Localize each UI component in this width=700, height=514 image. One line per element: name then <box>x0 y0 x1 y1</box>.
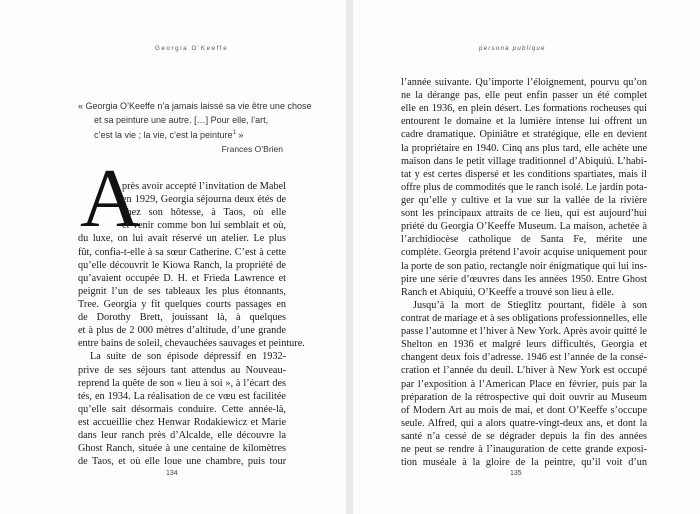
text-line: prive de ses séjours tant attendus au Nouveau- <box>78 364 286 376</box>
text-line: préparation de la rétrospective qui doit ouvrir au Museum <box>401 391 647 403</box>
text-line: complète. Georgia prétend l’avoir acquise uniquement pour <box>401 247 647 259</box>
text-line: tat y est certes dispersé et les conditions spartiates, mais il <box>401 168 647 180</box>
text-line: passe l’automne et l’hiver à New York. Après avoir quitté le <box>401 326 647 338</box>
text-line: santé n’a cessé de se dégrader depuis la fin des années <box>401 430 647 442</box>
text-line: tés, en 1934. La réalisation de ce vœu est facilitée <box>78 390 286 402</box>
text-line: changent deux fois d’adresse. 1946 est l’année de la consé- <box>401 352 647 364</box>
text-line: la propriétaire en 1940. Cinq ans plus tard, elle achète une <box>401 142 647 154</box>
right-body-text <box>401 76 647 469</box>
running-head-left: Georgia O’Keeffe <box>155 45 229 52</box>
text-line: ne peut se rendre à l’inauguration de cette grande exposi- <box>401 444 647 456</box>
text-line: et venir comme bon lui semblait et où, <box>122 220 286 232</box>
text-line: seule. Alfred, qui a alors quatre-vingt-deux ans, et dont la <box>401 417 647 429</box>
text-line: entre bains de soleil, chevauchées sauvages et peinture. <box>78 338 305 350</box>
text-line: of Modern Art au mois de mai, et dont O’Keeffe s’occupe <box>401 404 647 416</box>
text-line: entourent le domaine et la lumière intense lui offrent un <box>401 116 647 128</box>
text-line: contrat de mariage et à ses obligations professionnelles, elle <box>401 312 647 324</box>
text-line: peignit l’un de ses tableaux les plus étonnants, <box>78 285 286 297</box>
text-line: cration et l’année du deuil. L’hiver à New York est occupé <box>401 365 647 377</box>
text-line: fût, confia-t-elle à sa sœur Catherine. C’est à cette <box>78 246 286 258</box>
text-line: dans leur ranch près d’Alcalde, elle découvre la <box>78 430 286 442</box>
text-line: Ghost Ranch, située à une centaine de kilomètres <box>78 443 286 455</box>
text-line: sont les principaux attraits de ce lieu, qui est aujourd’hui <box>401 208 647 220</box>
text-line: de Dorothy Brett, jouissant là, à quelques <box>78 312 286 324</box>
epigraph-line-2: et sa peinture une autre. […] Pour elle, l’art, <box>94 114 269 125</box>
running-head-right: persona publique <box>479 45 546 52</box>
text-line: cadre dramatique. Opiniâtre et stratégique, elle en devient <box>401 129 647 141</box>
book-gutter <box>346 0 353 514</box>
epigraph-line-3: c’est la vie ; la vie, c’est la peinture$^1$ » <box>94 130 244 141</box>
epigraph-line-1: « Georgia O’Keeffe n’a jamais laissé sa vie être une chose <box>78 101 312 111</box>
text-line: reprend la quête de son « lieu à soi », à l’écart des <box>78 377 286 389</box>
text-line: Ranch et Abiquiú, O’Keeffe a trouvé son lieu à elle. <box>401 286 614 298</box>
text-line: elle en 1936, en plein désert. Les formations rocheuses qui <box>401 103 647 115</box>
epigraph-author: Frances O’Brien <box>221 143 283 154</box>
text-line: ne la dérange pas, elle peut enfin passer un été complet <box>401 90 647 102</box>
text-line: qu’avaient occupée D. H. et Frieda Lawrence et <box>78 272 286 284</box>
drop-cap: A <box>80 152 141 245</box>
text-line: en 1929, Georgia séjourna deux étés de <box>122 194 286 206</box>
text-line: par l’exposition à l’American Place en février, puis par la <box>401 378 647 390</box>
text-line: et à plus de 2 000 mètres d’altitude, d’une grande <box>78 325 286 337</box>
text-line: maison dans le petit village traditionnel d’Abiquiú. L’habi- <box>401 155 647 167</box>
text-line: est accueillie chez Henwar Rodakiewicz et Marie <box>78 416 286 428</box>
text-line: tion muséale à la gloire de la peintre, qu’il voit d’un <box>401 457 647 469</box>
right-page <box>353 0 700 514</box>
text-line: offre plus de commodités que le ranch isolé. Le jardin pota- <box>401 181 647 193</box>
text-line: la porte de son patio, rectangle noir énigmatique qui lui ins- <box>401 260 647 272</box>
text-line: près avoir accepté l’invitation de Mabel <box>122 181 286 192</box>
text-line: l’année suivante. Qu’importe l’éloignement, pourvu qu’on <box>401 77 647 88</box>
text-line: pire une série d’œuvres dans les années 1950. Entre Ghost <box>401 273 647 285</box>
text-line: La suite de son épisode dépressif en 1932- <box>90 351 286 363</box>
text-line: qu’elle sait désormais conduire. Cette année-là, <box>78 403 286 415</box>
text-line: du luxe, on lui avait réservé un atelier. Le plus <box>78 233 286 245</box>
text-line: Shelton en 1936 et malgré leurs difficultés, Georgia et <box>401 339 647 351</box>
text-line: chez son hôtesse, à Taos, où elle <box>122 207 286 219</box>
page-number-left: 134 <box>166 470 178 477</box>
text-line: priété du Georgia O’Keeffe Museum. La maison, achetée à <box>401 221 647 233</box>
left-page <box>0 0 346 514</box>
text-line: Jusqu’à la mort de Stieglitz pourtant, fidèle à son <box>413 299 647 311</box>
footnote-ref-1: 1 <box>232 130 236 137</box>
text-line: qu’elle découvrit le Kiowa Ranch, la propriété de <box>78 259 286 271</box>
page-number-right: 135 <box>510 470 522 477</box>
text-line: de Taos, et où elle loue une chambre, puis tour <box>78 456 286 468</box>
left-body-text <box>78 180 305 468</box>
text-line: ger qu’elle y cultive et la vue sur la vallée de la rivière <box>401 194 647 206</box>
epigraph <box>78 100 312 156</box>
text-line: Tree. Georgia y fit quelques courts passages en <box>78 298 286 310</box>
text-line: l’archidiocèse catholique de Santa Fe, mérite une <box>401 234 647 246</box>
